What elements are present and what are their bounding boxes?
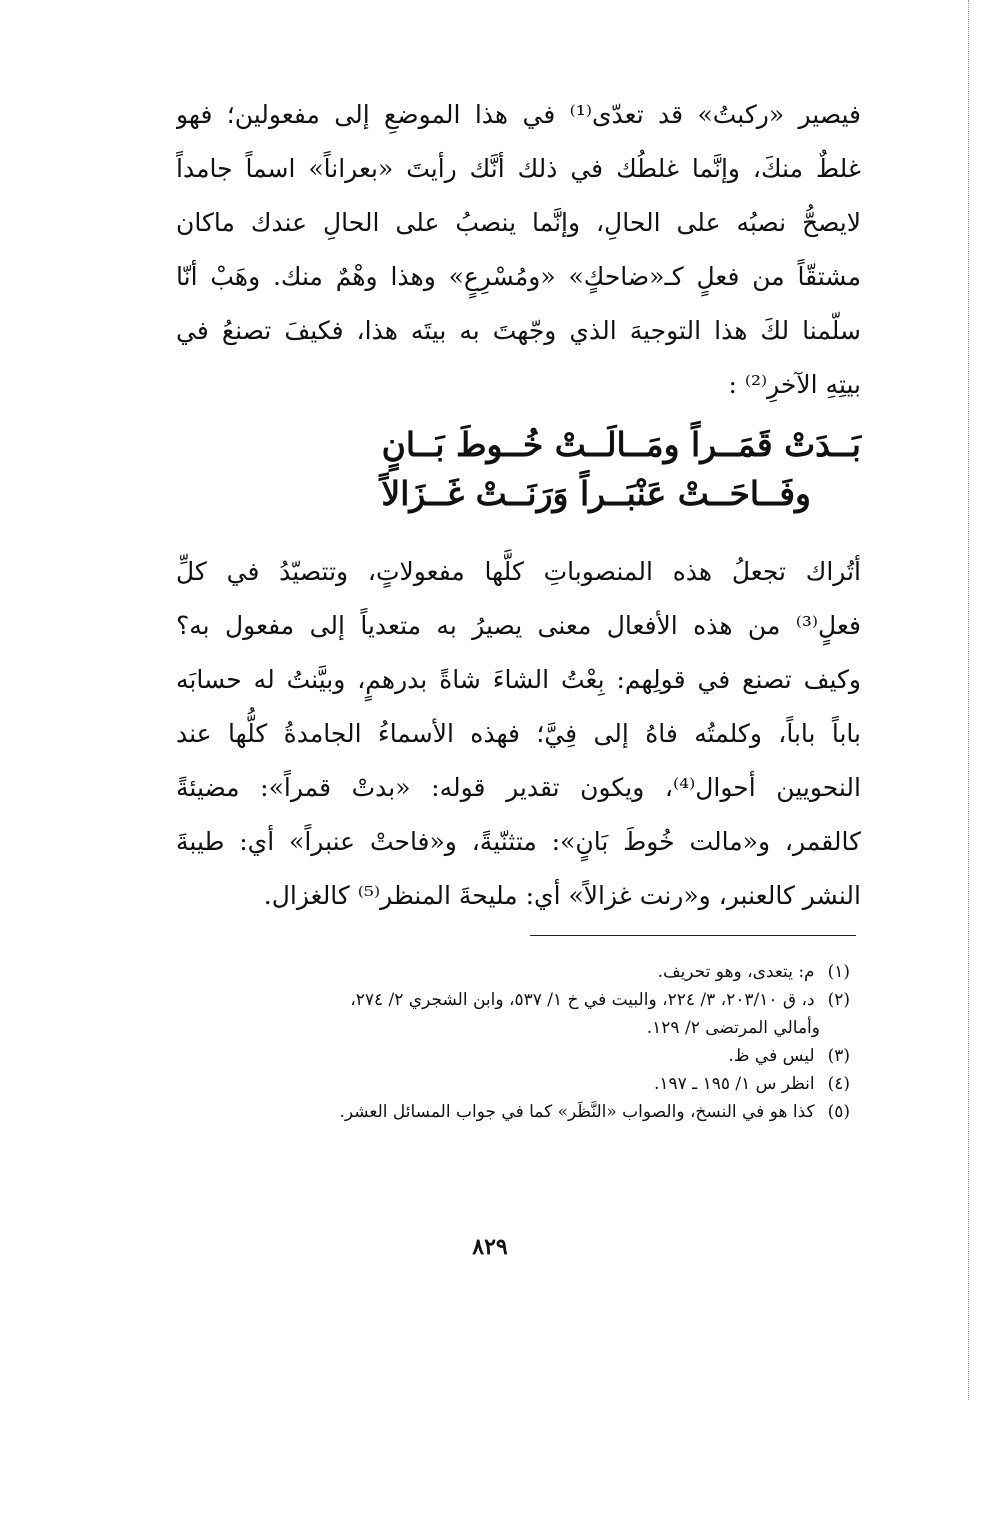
- text-line: النشر كالعنبر، و«رنت غزالاً» أي: مليحةَ المنظر⁽⁵⁾ كالغزال.: [263, 881, 861, 910]
- footnote-text: انظر س ١/ ١٩٥ ـ ١٩٧.: [653, 1074, 815, 1094]
- paragraph-1: [176, 88, 861, 412]
- text-line: وكيف تصنع في قولِهم: بِعْتُ الشاءَ شاةً بدرهمٍ، وبيَّنتُ له حسابَه: [176, 665, 861, 694]
- text-line: أتُراك تجعلُ هذه المنصوباتِ كلَّها مفعولاتٍ، وتتصيّدُ في كلِّ: [176, 557, 861, 586]
- text-line: مشتقّاً من فعلٍ كـ«ضاحكٍ» «ومُسْرِعٍ» وهذا وهْمٌ منك. وهَبْ أنّا: [176, 262, 861, 291]
- text-line: فيصير «ركبتُ» قد تعدّى⁽¹⁾ في هذا الموضعِ إلى مفعولين؛ فهو: [176, 100, 861, 129]
- verse-line-1: بَــدَتْ قَمَــراً ومَــالَــتْ خُــوطَ بَــانٍ: [381, 425, 861, 464]
- text-line: بيتِهِ الآخرِ⁽²⁾ :: [728, 370, 861, 399]
- text-line: النحويين أحوال⁽⁴⁾، ويكون تقدير قوله: «بدتْ قمراً»: مضيئةً: [176, 773, 861, 802]
- page-edge-line: [968, 0, 969, 1400]
- footnote-3: [160, 1042, 850, 1070]
- verse-line-2: وفَــاحَــتْ عَنْبَــراً وَرَنَــتْ غَــزَالاً: [381, 474, 811, 513]
- text-line: غلطٌ منكَ، وإنَّما غلطُك في ذلك أنَّك رأيتَ «بعراناً» اسماً جامداً: [176, 154, 861, 183]
- footnote-text: د، ق ٢٠٣/١٠، ٣/ ٢٢٤، والبيت في خ ١/ ٥٣٧، وابن الشجري ٢/ ٢٧٤،: [350, 990, 815, 1010]
- text-line: باباً باباً، وكلمتُه فاهُ إلى فِيَّ؛ فهذه الأسماءُ الجامدةُ كلُّها عند: [176, 719, 861, 748]
- footnote-5: [160, 1098, 850, 1126]
- footnote-1: [160, 958, 850, 986]
- footnote-2-continuation: وأمالي المرتضى ٢/ ١٢٩.: [646, 1018, 820, 1038]
- footnote-text: ليس في ظ.: [728, 1046, 815, 1066]
- footnote-2: [160, 986, 850, 1014]
- paragraph-2: [176, 545, 861, 923]
- footnote-text: م: يتعدى، وهو تحريف.: [657, 962, 815, 982]
- footnotes: [160, 958, 850, 1126]
- footnote-number: (٥): [827, 1102, 850, 1122]
- text-line: فعلٍ⁽³⁾ من هذه الأفعال معنى يصيرُ به متعدياً إلى مفعول به؟: [176, 611, 861, 640]
- page-number: ٨٢٩: [472, 1234, 508, 1260]
- footnote-number: (٢): [827, 990, 850, 1010]
- footnote-separator: [530, 935, 856, 936]
- text-line: سلّمنا لكَ هذا التوجيهَ الذي وجّهتَ به بيتَه هذا، فكيفَ تصنعُ في: [176, 316, 861, 345]
- footnote-number: (٤): [827, 1074, 850, 1094]
- footnote-text: كذا هو في النسخ، والصواب «النَّظَر» كما في جواب المسائل العشر.: [339, 1102, 815, 1122]
- footnote-4: [160, 1070, 850, 1098]
- text-line: كالقمر، و«مالت خُوطَ بَانٍ»: متثنّيةً، و«فاحتْ عنبراً» أي: طيبةَ: [176, 827, 861, 856]
- footnote-number: (٣): [827, 1046, 850, 1066]
- text-line: لايصحُّ نصبُه على الحالِ، وإنَّما ينصبُ على الحالِ عندك ماكان: [176, 208, 861, 237]
- footnote-number: (١): [827, 962, 850, 982]
